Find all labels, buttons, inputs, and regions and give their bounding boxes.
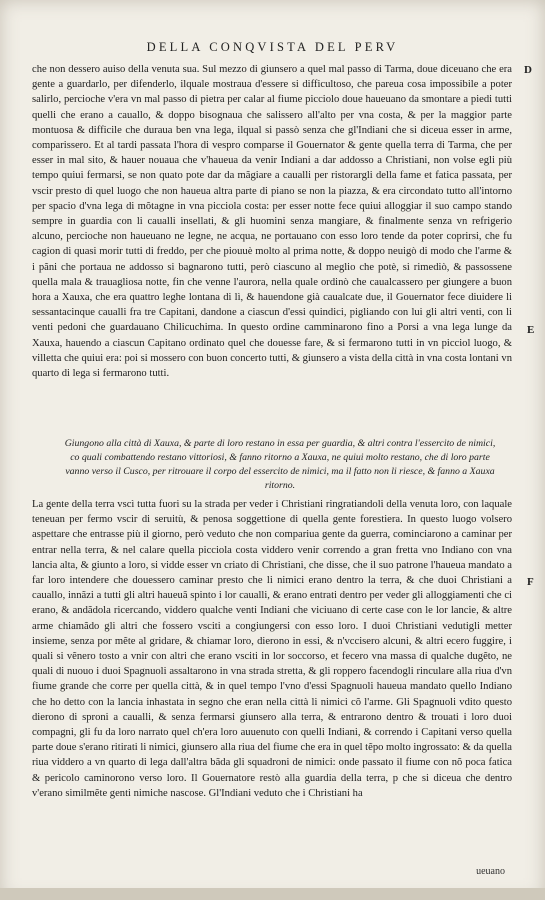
page-bottom-edge	[0, 888, 545, 900]
margin-letter-d: D	[524, 64, 532, 76]
chapter-summary: Giungono alla città di Xauxa, & parte di loro restano in essa per guardia, & altri contra l'essercito de nimici, co quali combattendo restano vittoriosi, & fanno ritorno a Xauxa, ne quiui molto restano, che di loro parte vanno verso il Cusco, per ritrouare il corpo del essercito de nimici, ma il fatto non li riesce, & fanno a Xauxa ritorno.	[64, 438, 496, 491]
margin-letter-e: E	[527, 324, 535, 336]
paragraph-2: La gente della terra vscì tutta fuori su la strada per veder i Christiani ringratiandoli della venuta loro, con laquale teneuan per fermo vscir di seruitù, & penosa soggettione di quella gente forestiera. In questo luogo volsero aspettare che entrasse più il giorno, però veduto che non compariua gente da guerra, cominciarono a caminar per entrar nella terra, & nel calare quella picciola costa viddero venir correndo a gran fretta vno Indiano con vna lancia alta, & giunto a loro, si vidde esser vn criato di Christiani, che disse, che il suo patrone l'haueua mandato a far loro intendere che douessero caminar presto che li nimici erano dentro la terra, & che duoi Christiani a cauallo, innãzi a tutti gli altri haueuã spinto i lor caualli, & erano entrati dentro per veder gli alloggiamenti che ci erano, & andãdola ricercando, viddero qualche venti Indiani che viciuano di certe case con le lor lancie, & altre arme chiamãdo gli altri che fossero vsciti a congiungersi con esso loro. I duoi Christiani vedutigli metter insieme, senza por mẽte al gridare, & chiamar loro, dierono in essi, & n'vccisero alcuni, & altri ecero fuggire, i quali si vẽnero tosto a vnir con altri che erano vsciti in lor soccorso, et fecero vna massa di qualche dugẽto, ne quali di nuouo i duoi Spagnuoli assaltarono in vna strada stretta, & gli roppero facendogli rinculare alla riua d'vn fiume grande che corre per quella città, & in quel tempo l'vno d'essi Spagnuoli haueua mandato quello Indiano che ho detto con la lancia inhastata in segno che eran nella città li nimici cõ l'arme. Gli Spagnuoli vdito questo dierono di sproni a caualli, & senza fermarsi giunsero alla terra, & entrarono dentro & trouati i loro duoi compagni, gli fu da loro narrato quel ch'era loro auuenuto con quelli Indiani, & correndo i Capitani verso quella parte doue s'erano ritirati li nimici, giunsero alla riua del fiume che era in quel tẽpo molto ingrossato: & da quella riua viddero a vn quarto di lega dall'altra bãda gli squadroni de nimici: onde passato il fiume con nõ poca fatica & pericolo caminorono verso loro. Il Gouernatore restò alla guardia della terra, p che si diceua che dentro v'erano similmẽte genti nimiche nascose. Gl'Indiani veduto che i Christiani ha	[32, 499, 512, 799]
paragraph-1: che non dessero auiso della venuta sua. Sul mezzo di giunsero a quel mal passo di Tarma, doue diceuano che era gente a guardarlo, per difenderlo, ilquale mostraua d'essere si difficultoso, che pareua cosa impossibile a poter salirlo, percioche v'era vn mal passo di pietra per calar al fiume picciolo doue haueuano da smontare a piedi tutti quelli che erano a cauallo, & doppo bisognaua che salissero all'alto per vna costa, & per la maggior parte montuosa & difficile che duraua ben vna lega, ilqual si passò senza che gl'Indiani che si diceua esser in arme, comparissero. Et al tardi passata l'hora di vespro comparse il Gouernator & gente quella terra di Tarma, che per esser in mal sito, & hauer nouaua che v'haueua da venir Indiani a dar addosso a Christiani, non volse egli più tempo quiui fermarsi, se non quato pote dar da mãgiare a caualli per ristorargli della fame et fatica passata, per vscir presto di quel luogo che non haueua altra parte di piano se non la piazza, & era circondato tutto all'intorno per spacio d'vna lega di mõtagne in vna picciola costa: per esser notte fece quiui alloggiar il suo campo stando sempre in guardia con li caualli insellati, & gli huomini senza mangiare, & finalmente senza vn refrigerio alcuno, percioche non haueuano ne legne, ne acqua, ne portauano con esso loro tende da poter coprirsi, che fu cagion di quasi morir tutti di freddo, per che piouuè molto al prima notte, & doppo neuigò di modo che l'arme & i pãni che portaua ne addosso si bagnarono tutti, però ciascuno al meglio che potè, si rimediò, & passossene quella mala & trauagliosa notte, fin che venne l'aurora, nella quale ordinò che caualcassero per giungere a buon hora a Xauxa, che era quattro leghe lontana di lì, & hauendone già caualcate due, il Gouernator fece diuidere li sessantacinque caualli fra tre Capitani, dandone a ciascun d'essi quindici, pigliando con lui gli altri venti, con li venti pedoni che guardauano Chilicuchima. In questo ordine camminarono fino a Porsi a vna lega lunge da Xauxa, hauendo a ciascun Capitano ordinato quel che douesse fare, & si fermarono tutti in vn picciol luogo, & villetta che quiui era: poi si mossero con buon concerto tutti, & giunsero a vista della città in vna costa lontani vn quarto di lega si fermarono tutti.	[32, 64, 512, 380]
running-header: DELLA CONQVISTA DEL PERV	[146, 40, 399, 54]
catchword: ueuano	[476, 866, 505, 877]
margin-letter-f: F	[527, 576, 534, 588]
